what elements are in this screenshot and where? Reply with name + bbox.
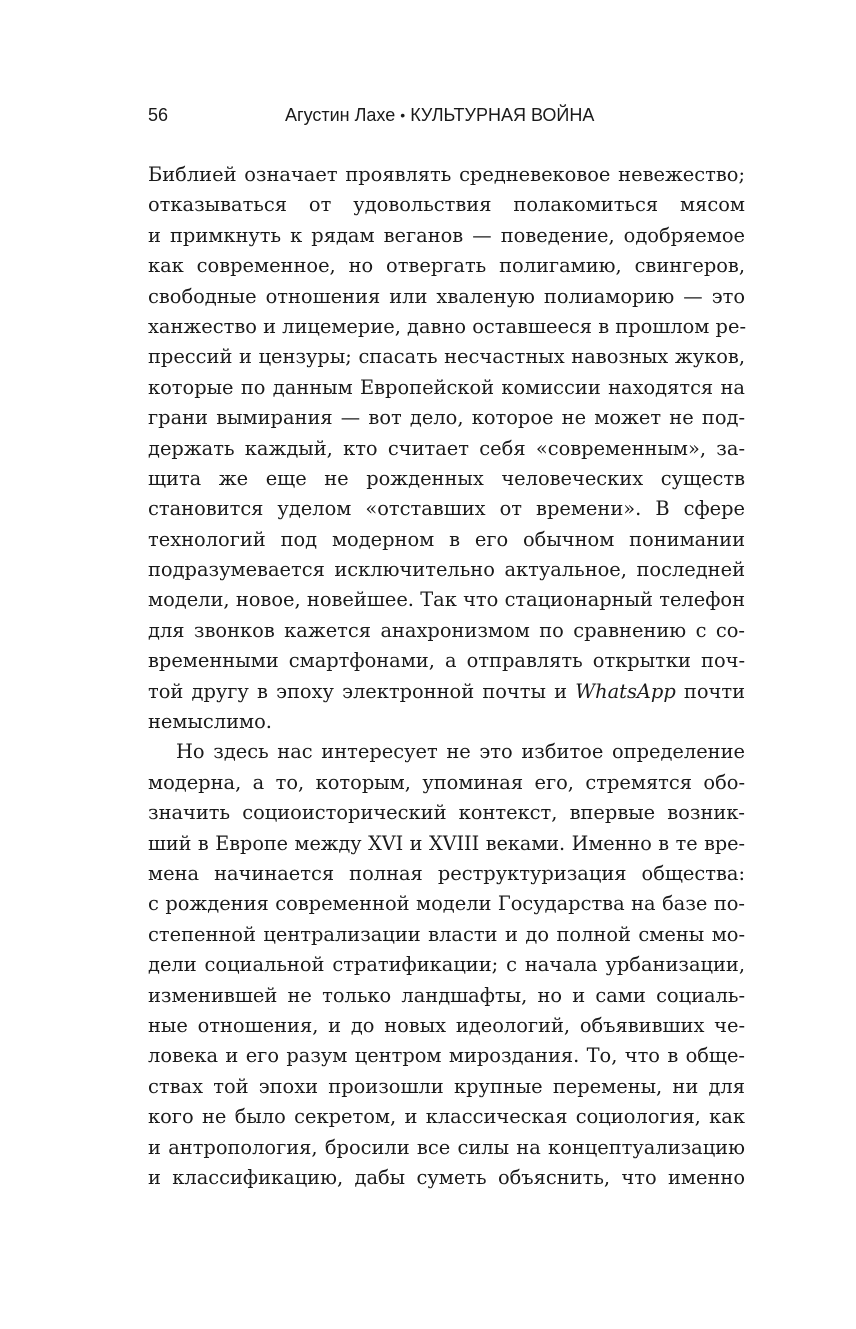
text-line: для звонков кажется анахронизмом по сравнению с со- bbox=[148, 618, 745, 642]
text-line: модерна, а то, которым, упоминая его, стремятся обо- bbox=[148, 770, 745, 794]
text-line: как современное, но отвергать полигамию, свингеров, bbox=[148, 254, 745, 278]
text-line: дели социальной стратификации; с начала урбанизации, bbox=[148, 953, 745, 977]
text-line: с рождения современной модели Государства на базе по- bbox=[148, 892, 745, 916]
text-line: значить социоисторический контекст, впервые возник- bbox=[148, 801, 745, 825]
text-line: отказываться от удовольствия полакомиться мясом bbox=[148, 193, 745, 217]
text-segment: той другу в эпоху электронной почты и bbox=[148, 679, 576, 703]
text-line: технологий под модерном в его обычном понимании bbox=[148, 527, 745, 551]
text-line: которые по данным Европейской комиссии находятся на bbox=[148, 375, 745, 399]
separator-bullet: • bbox=[400, 107, 406, 123]
text-line: модели, новое, новейшее. Так что стационарный телефон bbox=[148, 588, 745, 612]
text-line: прессий и цензуры; спасать несчастных навозных жуков, bbox=[148, 345, 745, 369]
text-line: ший в Европе между XVI и XVIII веками. Именно в те вре- bbox=[148, 831, 745, 855]
text-line: держать каждый, кто считает себя «современным», за- bbox=[148, 436, 745, 460]
page-header bbox=[148, 102, 710, 128]
text-line: подразумевается исключительно актуальное, последней bbox=[148, 558, 745, 582]
author-name: Агустин Лахе bbox=[285, 105, 396, 125]
text-line: степенной централизации власти и до полной смены мо- bbox=[148, 922, 745, 946]
text-line: и антропология, бросили все силы на концептуализацию bbox=[148, 1135, 745, 1159]
text-line: ствах той эпохи произошли крупные перемены, ни для bbox=[148, 1074, 745, 1098]
text-line: Но здесь нас интересует не это избитое определение bbox=[176, 740, 745, 764]
running-head bbox=[285, 102, 594, 128]
text-line: свободные отношения или хваленую полиаморию — это bbox=[148, 284, 745, 308]
text-line: и примкнуть к рядам веганов — поведение, одобряемое bbox=[148, 223, 745, 247]
text-line-with-italic bbox=[148, 677, 745, 707]
text-line: становится уделом «отставших от времени». В сфере bbox=[148, 497, 745, 521]
text-line: грани вымирания — вот дело, которое не может не под- bbox=[148, 406, 745, 430]
paragraph-2 bbox=[148, 737, 745, 1193]
body-text bbox=[148, 160, 745, 1193]
text-line: Библией означает проявлять средневековое невежество; bbox=[148, 163, 745, 186]
text-line: изменившей не только ландшафты, но и сами социаль- bbox=[148, 983, 745, 1007]
text-line: кого не было секретом, и классическая социология, как bbox=[148, 1105, 745, 1129]
text-line: немыслимо. bbox=[148, 710, 272, 734]
text-line: ханжество и лицемерие, давно оставшееся в прошлом ре- bbox=[148, 314, 746, 338]
text-line: мена начинается полная реструктуризация общества: bbox=[148, 861, 745, 885]
text-line: щита же еще не рожденных человеческих существ bbox=[148, 466, 745, 490]
text-line: и классификацию, дабы суметь объяснить, что именно bbox=[148, 1165, 745, 1189]
paragraph-1 bbox=[148, 160, 745, 737]
text-line: ловека и его разум центром мироздания. То, что в обще- bbox=[148, 1044, 745, 1068]
page-number: 56 bbox=[148, 105, 169, 125]
text-line: ные отношения, и до новых идеологий, объявивших че- bbox=[148, 1013, 745, 1037]
text-segment: почти bbox=[675, 679, 746, 703]
italic-app-name: WhatsApp bbox=[575, 679, 676, 703]
text-line: временными смартфонами, а отправлять открытки поч- bbox=[148, 649, 745, 673]
book-title: КУЛЬТУРНАЯ ВОЙНА bbox=[410, 105, 595, 125]
